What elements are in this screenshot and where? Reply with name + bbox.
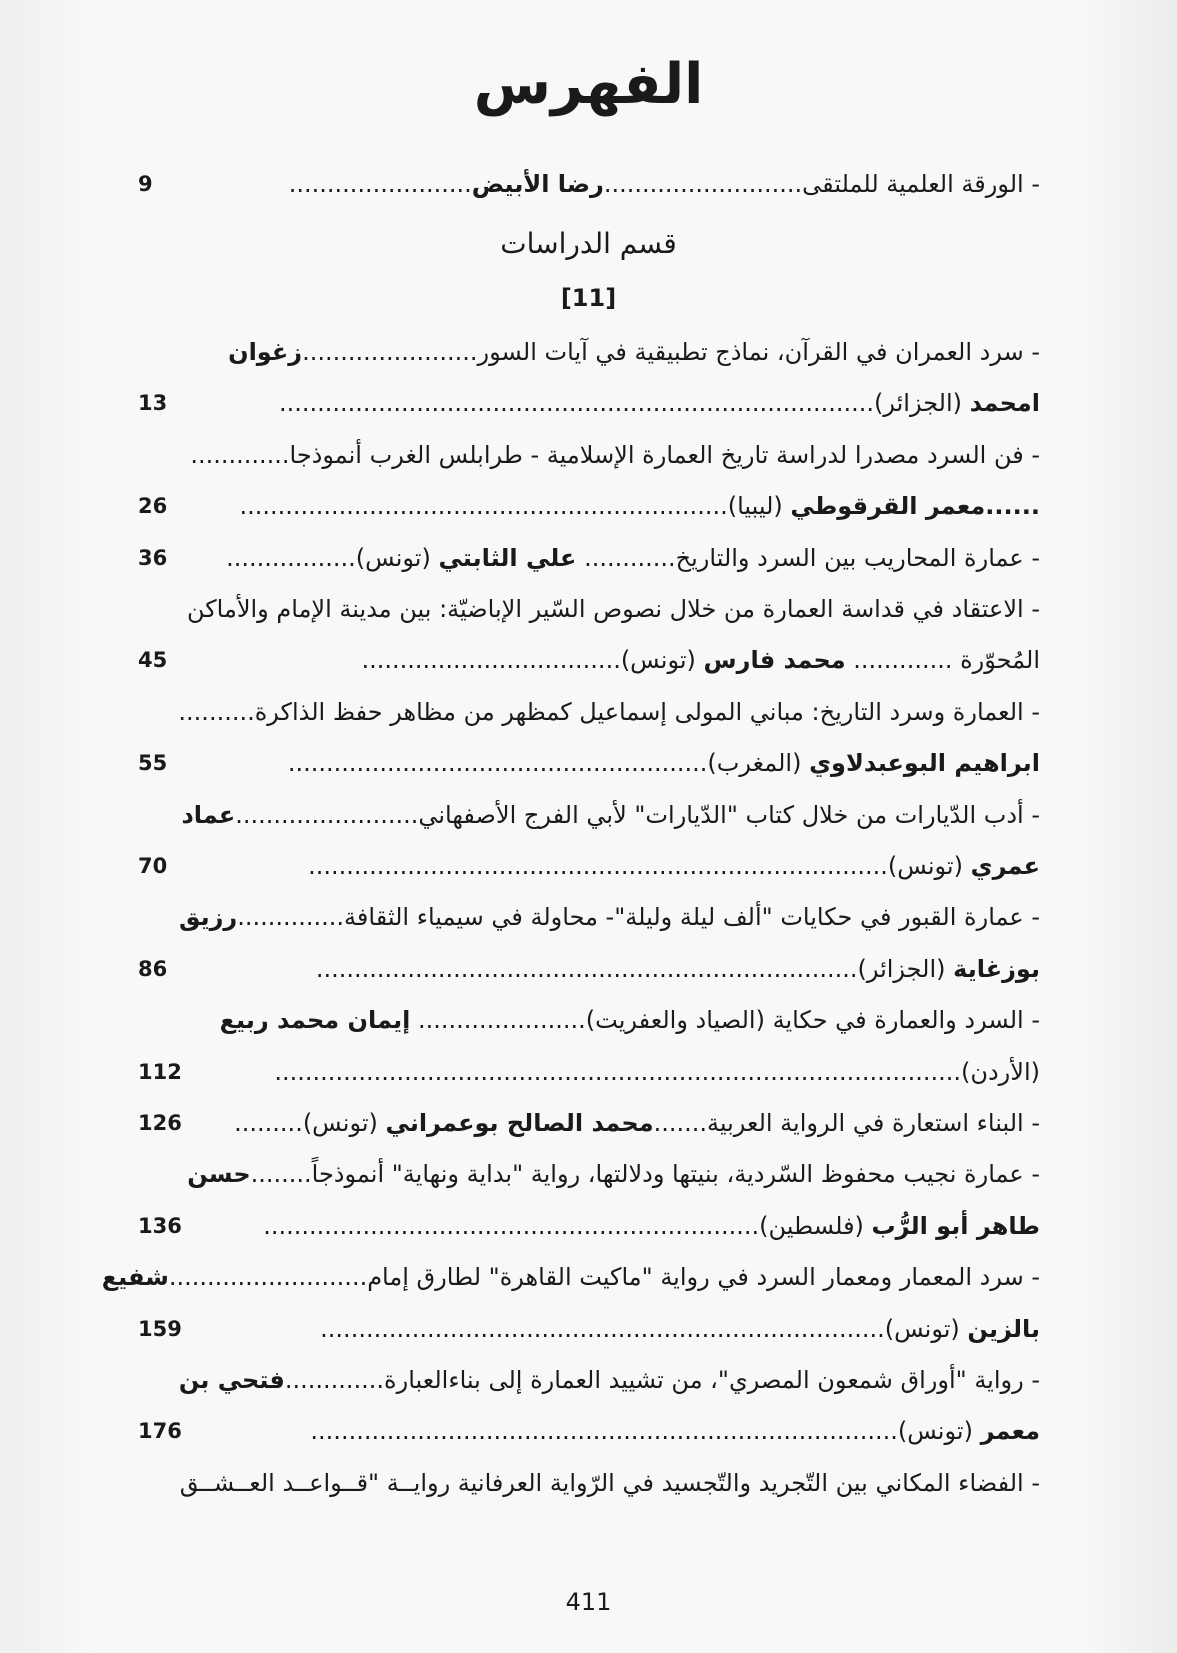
entry-text: - سرد المعمار ومعمار السرد في رواية "ماكيت القاهرة" لطارق إمام..........................	[168, 1263, 1040, 1291]
entry-text: (الأردن)..........................................................................................	[274, 1058, 1040, 1086]
entry-author: علي الثابتي	[438, 544, 577, 572]
toc-page-number: 176	[138, 1419, 182, 1443]
intro-entry	[138, 164, 1040, 204]
entry-text: (تونس).............................................................................	[310, 1417, 981, 1445]
toc-line	[200, 538, 1040, 578]
toc-line	[200, 1206, 1040, 1246]
entry-text: - السرد والعمارة في حكاية (الصياد والعفريت)......................	[410, 1006, 1040, 1034]
entry-author: إيمان محمد ربيع	[219, 1006, 411, 1034]
entry-text: (الجزائر).......................................................................	[315, 955, 954, 983]
section-title: قسم الدراسات	[500, 227, 677, 260]
entry-author: شفيع	[101, 1263, 169, 1291]
toc-line	[138, 332, 1040, 372]
intro-page-number: 9	[138, 172, 153, 196]
toc-page-number: 55	[138, 751, 168, 775]
toc-line	[138, 1154, 1040, 1194]
entry-author: رزيق	[178, 903, 238, 931]
entry-text: - عمارة المحاريب بين السرد والتاريخ............	[576, 544, 1040, 572]
toc-line	[200, 383, 1040, 423]
toc-line	[138, 1000, 1040, 1040]
toc-line	[200, 486, 1040, 526]
entry-author: فتحي بن	[178, 1366, 285, 1394]
entry-text: - الاعتقاد في قداسة العمارة من خلال نصوص السّير الإباضيّة: بين مدينة الإمام والأماكن	[186, 595, 1040, 623]
entry-text: - فن السرد مصدرا لدراسة تاريخ العمارة الإسلامية - طرابلس الغرب أنموذجا.............	[190, 441, 1040, 469]
toc-line	[200, 846, 1040, 886]
entry-text: (تونس).........	[234, 1109, 386, 1137]
entry-author: طاهر أبو الرُّب	[871, 1212, 1040, 1240]
entry-author: محمد فارس	[703, 646, 846, 674]
toc-line	[200, 743, 1040, 783]
entry-text: - عمارة القبور في حكايات "ألف ليلة وليلة"- محاولة في سيمياء الثقافة..............	[237, 903, 1040, 931]
entry-text: - عمارة نجيب محفوظ السّردية، بنيتها ودلالتها، رواية "بداية ونهاية" أنموذجاً........	[250, 1160, 1040, 1188]
entry-text: (المغرب).......................................................	[287, 749, 810, 777]
toc-page-number: 126	[138, 1111, 182, 1135]
entry-text: (تونس)............................................................................	[308, 852, 971, 880]
toc-page-number: 70	[138, 854, 168, 878]
toc-line	[200, 1411, 1040, 1451]
toc-page-number: 159	[138, 1317, 182, 1341]
toc-line	[138, 435, 1040, 475]
toc-line	[138, 897, 1040, 937]
toc-page-number: 36	[138, 546, 168, 570]
toc-page-number: 13	[138, 391, 168, 415]
entry-text: (الجزائر)..............................................................................	[278, 389, 970, 417]
toc-page-number: 26	[138, 494, 168, 518]
entry-author: امحمد	[969, 389, 1040, 417]
entry-text: - العمارة وسرد التاريخ: مباني المولى إسماعيل كمظهر من مظاهر حفظ الذاكرة..........	[178, 698, 1040, 726]
toc-page-number: 112	[138, 1060, 182, 1084]
entry-text: (تونس)..................................	[361, 646, 704, 674]
entry-author: عمري	[970, 852, 1040, 880]
toc-line	[101, 1257, 1040, 1297]
entry-author: ابراهيم البوعبدلاوي	[809, 749, 1040, 777]
toc-line	[138, 1463, 1040, 1503]
toc-page-number: 86	[138, 957, 168, 981]
entry-text: (ليبيا)................................................................	[239, 492, 791, 520]
toc-page-number: 45	[138, 648, 168, 672]
entry-author: ......معمر القرقوطي	[790, 492, 1040, 520]
entry-text: - أدب الدّيارات من خلال كتاب "الدّيارات" لأبي الفرج الأصفهاني........................	[235, 801, 1040, 829]
entry-text: (فلسطين).................................................................	[263, 1212, 872, 1240]
entry-text: - الفضاء المكاني بين التّجريد والتّجسيد في الرّواية العرفانية روايــة "قــواعــد العــشــق	[179, 1469, 1040, 1497]
entry-author: معمر	[980, 1417, 1040, 1445]
entry-author: حسن	[187, 1160, 251, 1188]
entry-author: محمد الصالح بوعمراني	[385, 1109, 654, 1137]
toc-line	[200, 1052, 1040, 1092]
toc-line	[138, 692, 1040, 732]
toc-line	[138, 589, 1040, 629]
entry-author: رضا الأبيض	[471, 170, 604, 198]
entry-author: بالزين	[967, 1315, 1040, 1343]
entry-text: - سرد العمران في القرآن، نماذج تطبيقية في آيات السور.......................	[302, 338, 1040, 366]
page-title: الفهرس	[473, 52, 704, 117]
entry-dots: ........................	[288, 170, 472, 198]
toc-line	[200, 1103, 1040, 1143]
entry-text: - البناء استعارة في الرواية العربية.......	[653, 1109, 1040, 1137]
toc-line	[200, 640, 1040, 680]
entry-text: المُحوّرة .............	[845, 646, 1040, 674]
page-number: 411	[565, 1588, 612, 1616]
entry-text: (تونس)..........................................................................	[320, 1315, 968, 1343]
toc-line	[200, 949, 1040, 989]
toc-line	[138, 795, 1040, 835]
toc-page-number: 136	[138, 1214, 182, 1238]
entry-author: زغوان	[228, 338, 303, 366]
entry-author: بوزغاية	[953, 955, 1040, 983]
section-page: [11]	[560, 284, 617, 312]
toc-line	[200, 1309, 1040, 1349]
entry-text: - رواية "أوراق شمعون المصري"، من تشييد العمارة إلى بناءالعبارة.............	[284, 1366, 1040, 1394]
entry-author: عماد	[181, 801, 236, 829]
toc-line	[138, 1360, 1040, 1400]
entry-text: - الورقة العلمية للملتقى..........................	[603, 170, 1040, 198]
entry-text: (تونس).................	[226, 544, 439, 572]
